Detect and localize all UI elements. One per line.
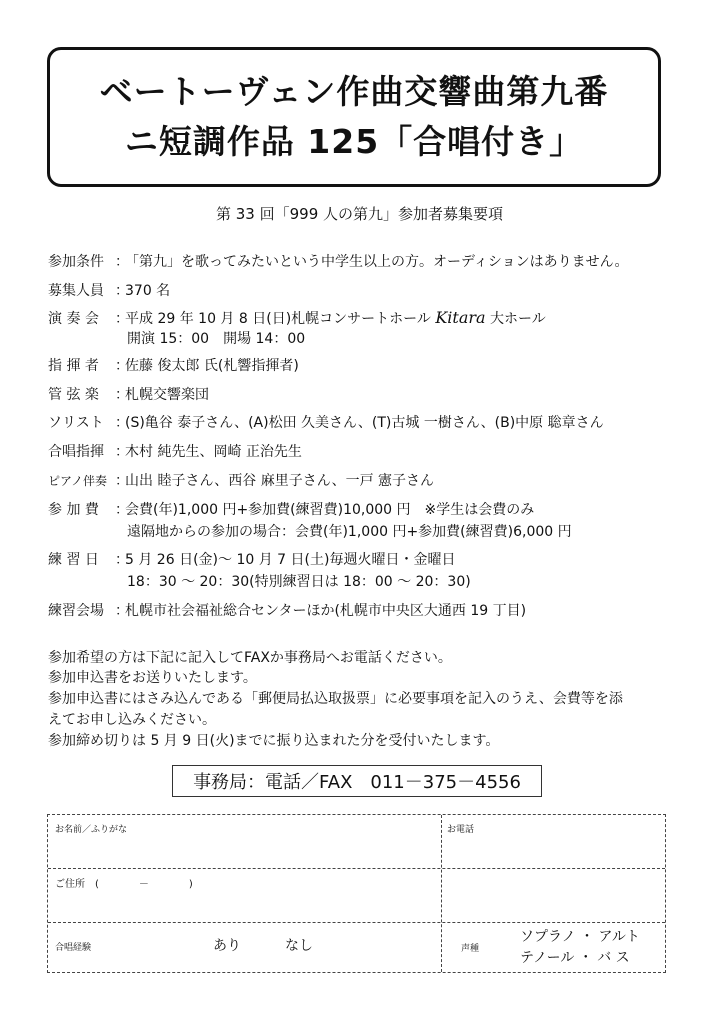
address-field-label: ご住所 ( － ) [55,879,193,890]
title-line-2: ニ短調作品 125「合唱付き」 [124,122,584,161]
kitara-logo: Kitara [435,308,486,327]
instruction-line-1: 参加希望の方は下記に記入してFAXか事務局へお電話ください。 [48,650,452,666]
application-form [47,814,666,973]
conductor-row: 指 揮 者 ：佐藤 俊太郎 氏(札響指揮者) [48,355,299,377]
concert-row: 演 奏 会 ：平成 29 年 10 月 8 日(日)札幌コンサートホール Kitara 大ホール [48,307,546,330]
title-box [47,47,661,187]
conductor-label: 指 揮 者 [48,358,99,374]
instruction-line-3: 参加申込書にはさみ込んである「郵便局払込取扱票」に必要事項を記入のうえ、会費等を添 [48,691,623,707]
fee-row: 参 加 費 ：会費(年)1,000 円+参加費(練習費)10,000 円 ※学生は会費のみ [48,499,534,521]
venue-label: 練習会場 [48,603,104,619]
office-contact: 事務局：電話／FAX 011－375－4556 [172,765,542,797]
experience-yes-option[interactable]: あり [213,938,241,954]
fee-label: 参 加 費 [48,502,99,518]
conductor-value: 佐藤 俊太郎 氏(札響指揮者) [125,358,299,374]
concert-hall: 大ホール [485,311,546,327]
concert-value: 平成 29 年 10 月 8 日(日)札幌コンサートホール [125,311,431,327]
conditions-row: 参加条件 ：「第九」を歌ってみたいという中学生以上の方。オーディションはありません。 [48,251,628,273]
name-field-label: お名前／ふりがな [55,825,128,835]
venue-row: 練習会場 ：札幌市社会福祉総合センターほか(札幌市中央区大通西 19 丁目) [48,600,526,622]
recruit-value: 370 名 [125,283,171,299]
venue-value: 札幌市社会福祉総合センターほか(札幌市中央区大通西 19 丁目) [125,603,527,619]
subtitle: 第 33 回「999 人の第九」参加者募集要項 [215,205,504,223]
concert-label: 演 奏 会 [48,311,99,327]
fee-value: 会費(年)1,000 円+参加費(練習費)10,000 円 ※学生は会費のみ [125,502,535,518]
practice-time: 18：30 ～ 20：30(特別練習日は 18：00 ～ 20：30) [127,574,471,590]
chorus-conductor-row: 合唱指揮 ：木村 純先生、岡崎 正治先生 [48,441,302,463]
soloists-row: ソリスト ：(S)亀谷 泰子さん、(A)松田 久美さん、(T)古城 一樹さん、(B)中原 聡章さん [48,412,604,434]
instruction-line-5: 参加締め切りは 5 月 9 日(火)までに振り込まれた分を受付いたします。 [48,733,500,749]
recruit-row: 募集人員 ：370 名 [48,280,170,302]
orchestra-label: 管 弦 楽 [48,387,99,403]
instruction-line-4: えてお申し込みください。 [48,712,216,728]
orchestra-row: 管 弦 楽 ：札幌交響楽団 [48,384,209,406]
experience-label: 合唱経験 [55,943,92,953]
piano-value: 山出 睦子さん、西谷 麻里子さん、一戸 憲子さん [125,473,435,489]
chorus-conductor-value: 木村 純先生、岡崎 正治先生 [125,444,302,460]
recruit-label: 募集人員 [48,283,104,299]
voice-options-line-2[interactable]: テノール ・ バ ス [520,950,630,966]
piano-label: ピアノ伴奏 [48,474,108,488]
concert-time: 開演 15：00 開場 14：00 [127,331,306,347]
experience-no-option[interactable]: なし [285,938,313,954]
title-line-1: ベートーヴェン作曲交響曲第九番 [99,72,609,111]
soloists-value: (S)亀谷 泰子さん、(A)松田 久美さん、(T)古城 一樹さん、(B)中原 聡章さん [125,415,604,431]
chorus-conductor-label: 合唱指揮 [48,444,104,460]
conditions-label: 参加条件 [48,254,104,270]
instruction-line-2: 参加申込書をお送りいたします。 [48,670,257,686]
practice-label: 練 習 日 [48,552,99,568]
practice-row: 練 習 日 ：5 月 26 日(金)～ 10 月 7 日(土)毎週火曜日・金曜日 [48,549,455,571]
orchestra-value: 札幌交響楽団 [125,387,209,403]
fee-remote: 遠隔地からの参加の場合：会費(年)1,000 円+参加費(練習費)6,000 円 [127,524,572,540]
voice-label: 声種 [461,944,480,954]
practice-value: 5 月 26 日(金)～ 10 月 7 日(土)毎週火曜日・金曜日 [125,552,456,568]
voice-options-line-1[interactable]: ソプラノ ・ アルト [520,929,640,945]
piano-row: ピアノ伴奏 ：山出 睦子さん、西谷 麻里子さん、一戸 憲子さん [48,470,434,492]
soloists-label: ソリスト [48,415,104,431]
phone-field-label: お電話 [447,825,475,835]
conditions-value: 「第九」を歌ってみたいという中学生以上の方。オーディションはありません。 [125,254,629,270]
